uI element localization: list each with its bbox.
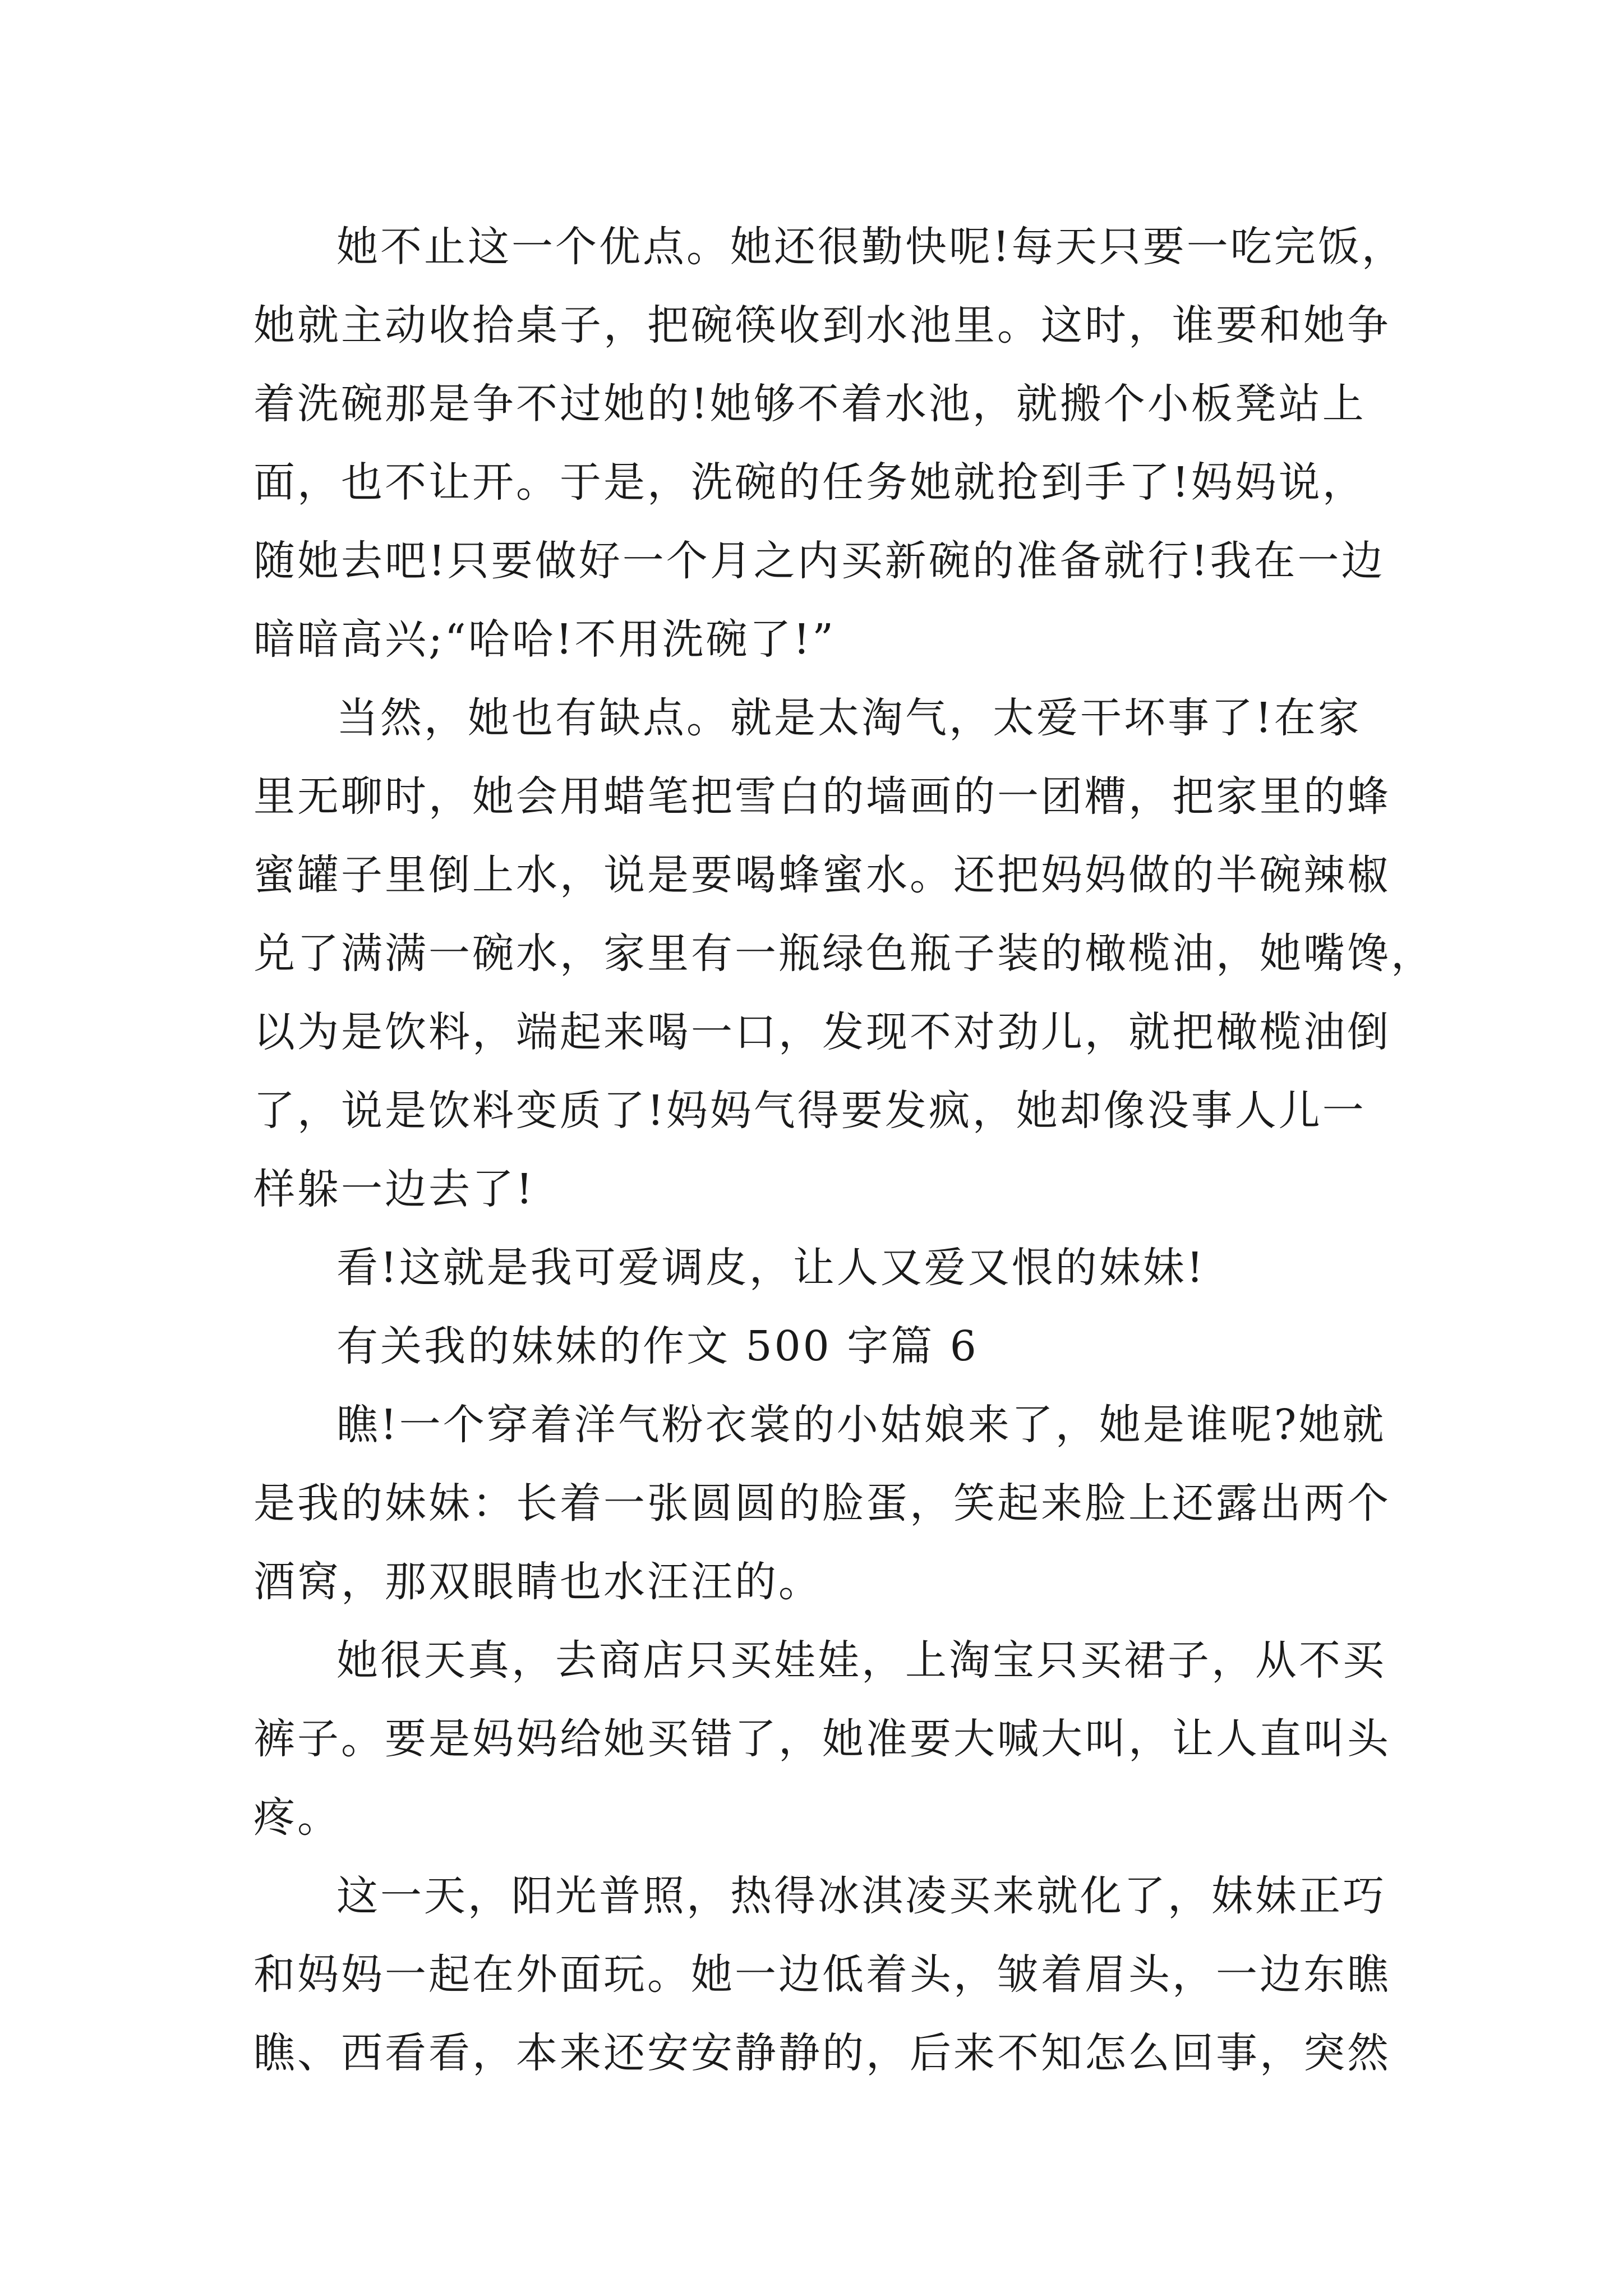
text-line: 暗暗高兴;“哈哈!不用洗碗了!” bbox=[253, 615, 836, 664]
text-line: 瞧、西看看，本来还安安静静的，后来不知怎么回事，突然 bbox=[253, 2029, 1391, 2077]
text-line: 瞧!一个穿着洋气粉衣裳的小姑娘来了，她是谁呢?她就 bbox=[336, 1401, 1386, 1449]
text-line: 她不止这一个优点。她还很勤快呢!每天只要一吃完饭， bbox=[336, 223, 1405, 271]
text-line: 裤子。要是妈妈给她买错了，她准要大喊大叫，让人直叫头 bbox=[253, 1715, 1391, 1763]
text-line: 有关我的妹妹的作文 500 字篇 6 bbox=[336, 1322, 979, 1370]
text-line: 样躲一边去了! bbox=[253, 1165, 535, 1213]
text-line: 她就主动收拾桌子，把碗筷收到水池里。这时，谁要和她争 bbox=[253, 301, 1391, 349]
text-line: 面，也不让开。于是，洗碗的任务她就抢到手了!妈妈说， bbox=[253, 458, 1366, 507]
text-line: 以为是饮料，端起来喝一口，发现不对劲儿，就把橄榄油倒 bbox=[253, 1008, 1391, 1056]
text-line: 她很天真，去商店只买娃娃，上淘宝只买裙子，从不买 bbox=[336, 1636, 1386, 1685]
text-line: 是我的妹妹：长着一张圆圆的脸蛋，笑起来脸上还露出两个 bbox=[253, 1479, 1391, 1527]
text-line: 蜜罐子里倒上水，说是要喝蜂蜜水。还把妈妈做的半碗辣椒 bbox=[253, 851, 1391, 899]
text-line: 和妈妈一起在外面玩。她一边低着头，皱着眉头，一边东瞧 bbox=[253, 1950, 1391, 1999]
text-line: 了，说是饮料变质了!妈妈气得要发疯，她却像没事人儿一 bbox=[253, 1087, 1366, 1135]
document-body bbox=[253, 208, 1435, 2092]
text-line: 着洗碗那是争不过她的!她够不着水池，就搬个小板凳站上 bbox=[253, 380, 1366, 428]
text-line: 随她去吧!只要做好一个月之内买新碗的准备就行!我在一边 bbox=[253, 537, 1385, 585]
text-line: 疼。 bbox=[253, 1793, 341, 1842]
text-line: 这一天，阳光普照，热得冰淇凌买来就化了，妹妹正巧 bbox=[336, 1872, 1386, 1920]
text-line: 当然，她也有缺点。就是太淘气，太爱干坏事了!在家 bbox=[336, 694, 1362, 742]
text-line: 看!这就是我可爱调皮，让人又爱又恨的妹妹! bbox=[336, 1244, 1206, 1292]
text-line: 里无聊时，她会用蜡笔把雪白的墙画的一团糟，把家里的蜂 bbox=[253, 772, 1391, 821]
text-line: 兑了满满一碗水，家里有一瓶绿色瓶子装的橄榄油，她嘴馋， bbox=[253, 930, 1435, 978]
text-line: 酒窝，那双眼睛也水汪汪的。 bbox=[253, 1558, 822, 1606]
